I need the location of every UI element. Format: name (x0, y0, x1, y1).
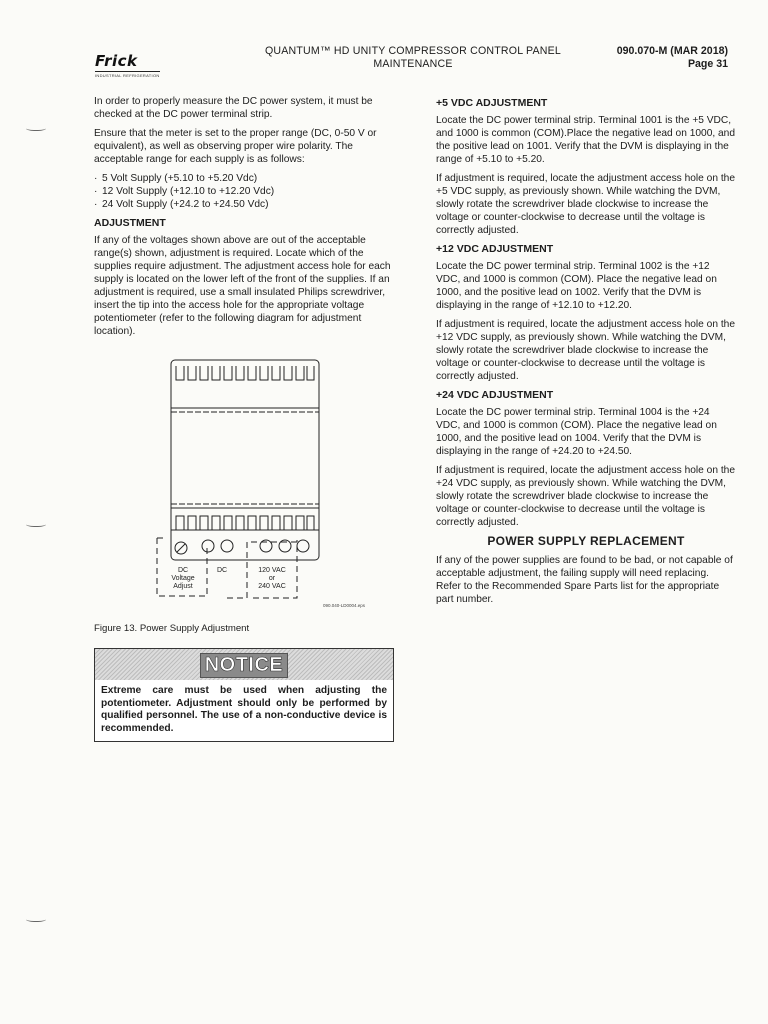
24vdc-adjust-paragraph: If adjustment is required, locate the adjustment access hole on the +24 VDC supply, as previously shown. While watching the DVM, slowly rotate the screwdriver blade clockwise to increase the voltage or counter-clockwise to decrease until the voltage is correctly adjusted. (436, 465, 736, 528)
range-12v: · 12 Volt Supply (+12.10 to +12.20 Vdc) (94, 185, 394, 198)
figure-file-name: 090.040-LD0004.eps (323, 603, 366, 608)
label-dc: DC (216, 567, 228, 574)
power-supply-diagram (143, 358, 388, 618)
label-line: 120 VAC (258, 567, 286, 574)
label-line: Voltage (171, 575, 195, 582)
binder-mark (26, 124, 46, 131)
5vdc-locate-paragraph: Locate the DC power terminal strip. Terminal 1001 is the +5 VDC, and 1000 is common (COM).Place the negative lead on 1000, and the positive lead on 1001. Verify that the DVM is displaying in the range of +5.10 to +5.20. (436, 115, 736, 165)
logo-wordmark: Frick (95, 52, 138, 70)
page-header (0, 44, 768, 84)
power-supply-replacement-heading: POWER SUPPLY REPLACEMENT (487, 534, 685, 548)
company-logo (95, 52, 160, 78)
left-column (94, 95, 394, 344)
adjustment-paragraph: If any of the voltages shown above are out of the acceptable range(s) shown, adjustment is required. Locate which of the supplies require adjustment. The adjustment access hole for each supply is located on the lower left of the front of the supplies. If an adjustment is required, use a small insulated Philips screwdriver, insert the tip into the access hole for the appropriate voltage potentiometer (refer to the following diagram for adjustment location). (94, 235, 391, 337)
document-reference (617, 45, 728, 71)
binder-mark (26, 915, 46, 922)
document-title (238, 45, 588, 71)
page-number: Page 31 (687, 58, 728, 70)
label-line: Adjust (173, 583, 193, 590)
terminal-slots (176, 516, 314, 530)
voltage-range-list (94, 172, 394, 211)
label-line: or (268, 575, 276, 582)
notice-box (94, 648, 394, 742)
label-line: 240 VAC (258, 583, 286, 590)
range-24v: · 24 Volt Supply (+24.2 to +24.50 Vdc) (94, 198, 394, 211)
power-supply-replacement-paragraph: If any of the power supplies are found to be bad, or not capable of acceptable adjustment, the failing supply will need replacing. Refer to the Recommended Spare Parts list for the appropriate part number. (436, 555, 733, 605)
12vdc-heading: +12 VDC ADJUSTMENT (436, 243, 554, 255)
right-column (436, 95, 736, 612)
label-line: DC (177, 567, 189, 574)
range-5v: · 5 Volt Supply (+5.10 to +5.20 Vdc) (94, 172, 394, 185)
12vdc-adjust-paragraph: If adjustment is required, locate the adjustment access hole on the +12 VDC supply, as previously shown. While watching the DVM, slowly rotate the screwdriver blade clockwise to increase the voltage or counter-clockwise to decrease until the voltage is correctly adjusted. (436, 319, 736, 382)
meter-paragraph: Ensure that the meter is set to the proper range (DC, 0-50 V or equivalent), as well as observing proper wire polarity. The acceptable range for each supply is as follows: (94, 128, 377, 165)
adjustment-heading: ADJUSTMENT (94, 217, 166, 229)
5vdc-adjust-paragraph: If adjustment is required, locate the adjustment access hole on the +5 VDC supply, as previously shown. While watching the DVM, slowly rotate the screwdriver blade clockwise to increase the voltage or counter-clockwise to decrease until the voltage is correctly adjusted. (436, 173, 736, 236)
24vdc-locate-paragraph: Locate the DC power terminal strip. Terminal 1004 is the +24 VDC, and 1000 is common (COM). Place the negative lead on 1000, and the positive lead on 1004. Verify that the DVM is displaying in the range of +24.20 to +24.50. (436, 407, 717, 457)
binder-mark (26, 520, 46, 527)
title-line-1: QUANTUM™ HD UNITY COMPRESSOR CONTROL PANEL (264, 45, 562, 57)
top-vent-slots (176, 366, 314, 380)
notice-text: Extreme care must be used when adjusting the potentiometer. Adjustment should only be performed by qualified personnel. The use of a non-conductive device is recommended. (101, 685, 387, 734)
figure-caption: Figure 13. Power Supply Adjustment (94, 623, 250, 634)
notice-title: NOTICE (200, 653, 289, 678)
5vdc-heading: +5 VDC ADJUSTMENT (436, 97, 548, 109)
logo-subtitle: INDUSTRIAL REFRIGERATION (95, 73, 160, 78)
label-dc-voltage-adjust (163, 567, 203, 591)
12vdc-locate-paragraph: Locate the DC power terminal strip. Terminal 1002 is the +12 VDC, and 1000 is common (COM). Place the negative lead on 1000, and the positive lead on 1002. Verify that the DVM is displaying in the range of +12.10 to +12.20. (436, 261, 717, 311)
doc-number: 090.070-M (MAR 2018) (616, 45, 728, 57)
notice-header (95, 649, 393, 680)
title-line-2: MAINTENANCE (373, 58, 453, 70)
24vdc-heading: +24 VDC ADJUSTMENT (436, 389, 554, 401)
label-ac-input (247, 567, 297, 591)
intro-paragraph: In order to properly measure the DC power system, it must be checked at the DC power terminal strip. (94, 96, 373, 120)
